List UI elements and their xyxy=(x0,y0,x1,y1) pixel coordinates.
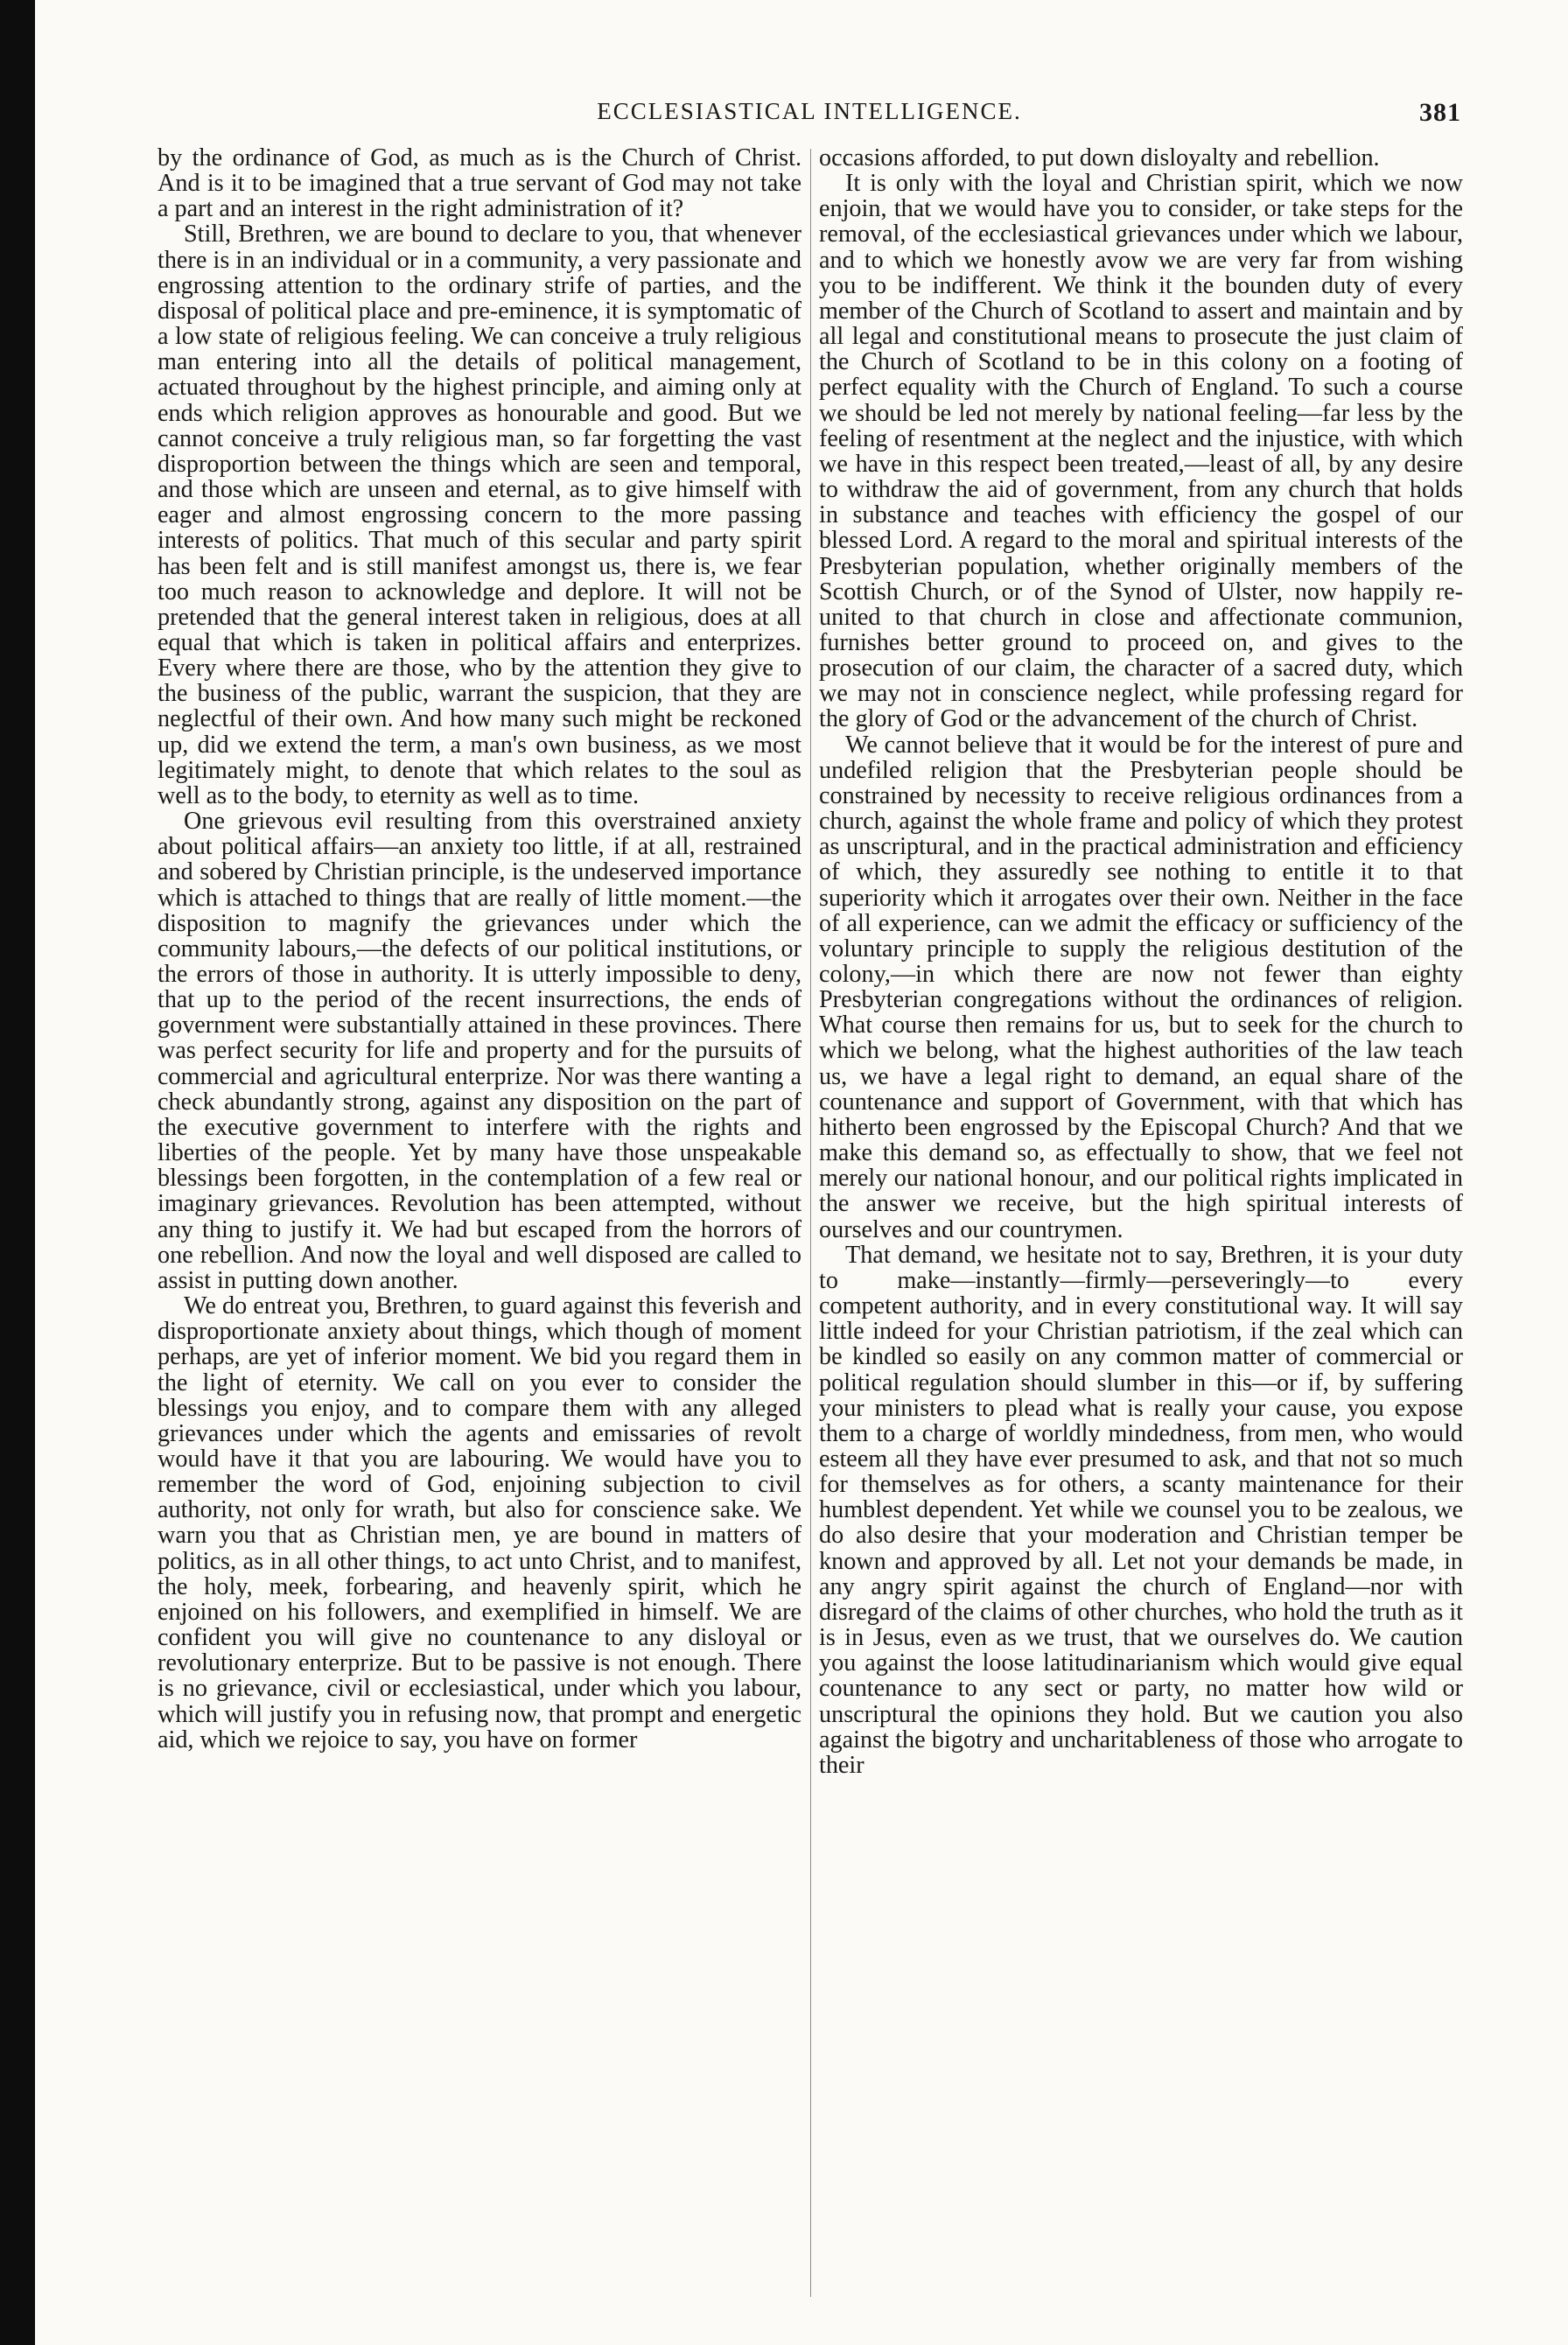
column-divider xyxy=(810,149,811,2297)
scan-border xyxy=(0,0,35,2345)
paragraph: That demand, we hesitate not to say, Brethren, it is your duty to make—instantly—firmly—perseveringly—to every competent authority, and in every constitutional way. It will say little indeed for your Christian patriotism, if the zeal which can be kindled so easily on any common matter of commercial or political regulation should slumber in this—or if, by suffering your ministers to plead what is really your cause, you expose them to a charge of worldly mindedness, from men, who would esteem all they have ever presumed to ask, and that not so much for themselves as for others, a scanty maintenance for their humblest dependent. Yet while we counsel you to be zealous, we do also desire that your moderation and Christian temper be known and approved by all. Let not your demands be made, in any angry spirit against the church of England—nor with disregard of the claims of other churches, who hold the truth as it is in Jesus, even as we trust, that we ourselves do. We caution you against the loose latitudinarianism which would give equal countenance to any sect or party, no matter how wild or unscriptural the opinions they hold. But we caution you also against the bigotry and uncharitableness of those who arrogate to their xyxy=(819,1241,1463,1779)
left-column xyxy=(158,145,802,2306)
paragraph: by the ordinance of God, as much as is the Church of Christ. And is it to be imagined that a true servant of God may not take a part and an interest in the right administration of it? xyxy=(158,145,802,223)
paragraph: It is only with the loyal and Christian spirit, which we now enjoin, that we would have you to consider, or take steps for the removal, of the ecclesiastical grievances under which we labour, and to which we honestly avow we are very far from wishing you to be indifferent. We think it the bounden duty of every member of the Church of Scotland to assert and maintain and by all legal and constitutional means to prosecute the just claim of the Church of Scotland to be in this colony on a footing of perfect equality with the Church of England. To such a course we should be led not merely by national feeling—far less by the feeling of resentment at the neglect and the injustice, with which we have in this respect been treated,—least of all, by any desire to withdraw the aid of government, from any church that holds in substance and teaches with efficiency the gospel of our blessed Lord. A regard to the moral and spiritual interests of the Presbyterian population, whether originally members of the Scottish Church, or of the Synod of Ulster, now happily re-united to that church in close and affectionate communion, furnishes better ground to proceed on, and gives to the prosecution of our claim, the character of a sacred duty, which we may not in conscience neglect, while professing regard for the glory of God or the advancement of the church of Christ. xyxy=(819,170,1463,733)
paragraph: Still, Brethren, we are bound to declare to you, that whenever there is in an individual or in a community, a very passionate and engrossing attention to the ordinary strife of parties, and the disposal of political place and pre-eminence, it is symptomatic of a low state of religious feeling. We can conceive a truly religious man entering into all the details of political management, actuated throughout by the highest principle, and aiming only at ends which religion approves as honourable and good. But we cannot conceive a truly religious man, so far forgetting the vast disproportion between the things which are seen and temporal, and those which are unseen and eternal, as to give himself with eager and almost engrossing concern to the more passing interests of politics. That much of this secular and party spirit has been felt and is still manifest amongst us, there is, we fear too much reason to acknowledge and deplore. It will not be pretended that the general interest taken in religious, does at all equal that which is taken in political affairs and enterprizes. Every where there are those, who by the attention they give to the business of the public, warrant the suspicion, that they are neglectful of their own. And how many such might be reckoned up, did we extend the term, a man's own business, as we most legitimately might, to denote that which relates to the soul as well as to the body, to eternity as well as to time. xyxy=(158,220,802,809)
running-head: ECCLESIASTICAL INTELLIGENCE. xyxy=(597,98,1022,124)
paragraph: We cannot believe that it would be for the interest of pure and undefiled religion that the Presbyterian people should be constrained by necessity to receive religious ordinances from a church, against the whole frame and policy of which they protest as unscriptural, and in the practical administration and efficiency of which, they assuredly see nothing to entitle it to that superiority which it arrogates over their own. Neither in the face of all experience, can we admit the efficacy or sufficiency of the voluntary principle to supply the religious destitution of the colony,—in which there are now not fewer than eighty Presbyterian congregations without the ordinances of religion. What course then remains for us, but to seek for the church to which we belong, what the highest authorities of the law teach us, we have a legal right to demand, an equal share of the countenance and support of Government, with that which has hitherto been engrossed by the Episcopal Church? And that we make this demand so, as effectually to show, that we feel not merely our national honour, and our political rights implicated in the answer we receive, but the high spiritual interests of ourselves and our countrymen. xyxy=(819,731,1463,1243)
paragraph: We do entreat you, Brethren, to guard against this feverish and disproportionate anxiety about things, which though of moment perhaps, are yet of inferior moment. We bid you regard them in the light of eternity. We call on you ever to consider the blessings you enjoy, and to compare them with any alleged grievances under which the agents and emissaries of revolt would have it that you are labouring. We would have you to remember the word of God, enjoining subjection to civil authority, not only for wrath, but also for conscience sake. We warn you that as Christian men, ye are bound in matters of politics, as in all other things, to act unto Christ, and to manifest, the holy, meek, forbearing, and heavenly spirit, which he enjoined on his followers, and exemplified in himself. We are confident you will give no countenance to any disloyal or revolutionary enterprize. But to be passive is not enough. There is no grievance, civil or ecclesiastical, under which you labour, which will justify you in refusing now, that prompt and energetic aid, which we rejoice to say, you have on former xyxy=(158,1292,802,1754)
page-header xyxy=(158,98,1461,128)
right-column xyxy=(819,145,1463,2306)
paragraph: occasions afforded, to put down disloyalty and rebellion. xyxy=(819,145,1380,172)
page-number: 381 xyxy=(1419,98,1461,127)
paragraph: One grievous evil resulting from this overstrained anxiety about political affairs—an anxiety too little, if at all, restrained and sobered by Christian principle, is the undeserved importance which is attached to things that are really of little moment.—the disposition to magnify the grievances under which the community labours,—the defects of our political institutions, or the errors of those in authority. It is utterly impossible to deny, that up to the period of the recent insurrections, the ends of government were substantially attained in these provinces. There was perfect security for life and property and for the pursuits of commercial and agricultural enterprize. Nor was there wanting a check abundantly strong, against any disposition on the part of the executive government to interfere with the rights and liberties of the people. Yet by many have those unspeakable blessings been forgotten, in the contemplation of a few real or imaginary grievances. Revolution has been attempted, without any thing to justify it. We had but escaped from the horrors of one rebellion. And now the loyal and well disposed are called to assist in putting down another. xyxy=(158,808,802,1294)
